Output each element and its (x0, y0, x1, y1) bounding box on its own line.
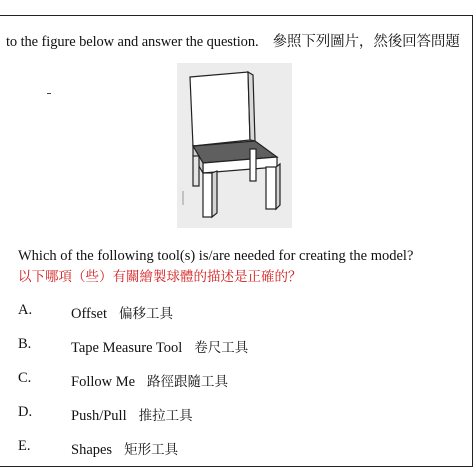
chair-backrest (190, 72, 250, 146)
option-label-en: Follow Me (71, 374, 136, 390)
chair-leg-front-left (203, 173, 212, 217)
option-label-zh: 偏移工具 (118, 306, 173, 322)
chair-leg-front-right (266, 167, 276, 209)
option-letter: A. (18, 302, 33, 318)
instruction-zh: 參照下列圖片，然後回答問題 (272, 34, 460, 50)
option-letter: E. (18, 438, 31, 454)
option-label-zh: 推拉工具 (138, 408, 193, 424)
question-zh: 以下哪項（些）有關繪製球體的描述是正確的？ (18, 269, 302, 285)
stray-mark (47, 93, 51, 94)
option-label-zh: 卷尺工具 (194, 340, 249, 356)
option-label-zh: 矩形工具 (124, 442, 179, 458)
chair-leg-back-right (250, 149, 256, 181)
option-letter: D. (18, 404, 33, 420)
option-label-en: Push/Pull (71, 408, 127, 424)
chair-leg-front-left-side (212, 171, 217, 217)
chair-leg-front-right-side (276, 164, 280, 209)
chair-leg-back-left (193, 156, 199, 186)
option-letter: B. (18, 336, 32, 352)
option-label-zh: 路徑跟隨工具 (147, 374, 229, 390)
chair-illustration (177, 63, 292, 228)
option-letter: C. (18, 370, 32, 386)
question-en: Which of the following tool(s) is/are needed for creating the model? (18, 248, 414, 264)
chair-figure (177, 63, 292, 228)
instruction-en: to the figure below and answer the question. (6, 34, 259, 50)
instruction-line (6, 30, 472, 51)
option-label-en: Shapes (71, 442, 113, 458)
option-label-en: Tape Measure Tool (71, 340, 183, 356)
option-label-en: Offset (71, 306, 107, 322)
